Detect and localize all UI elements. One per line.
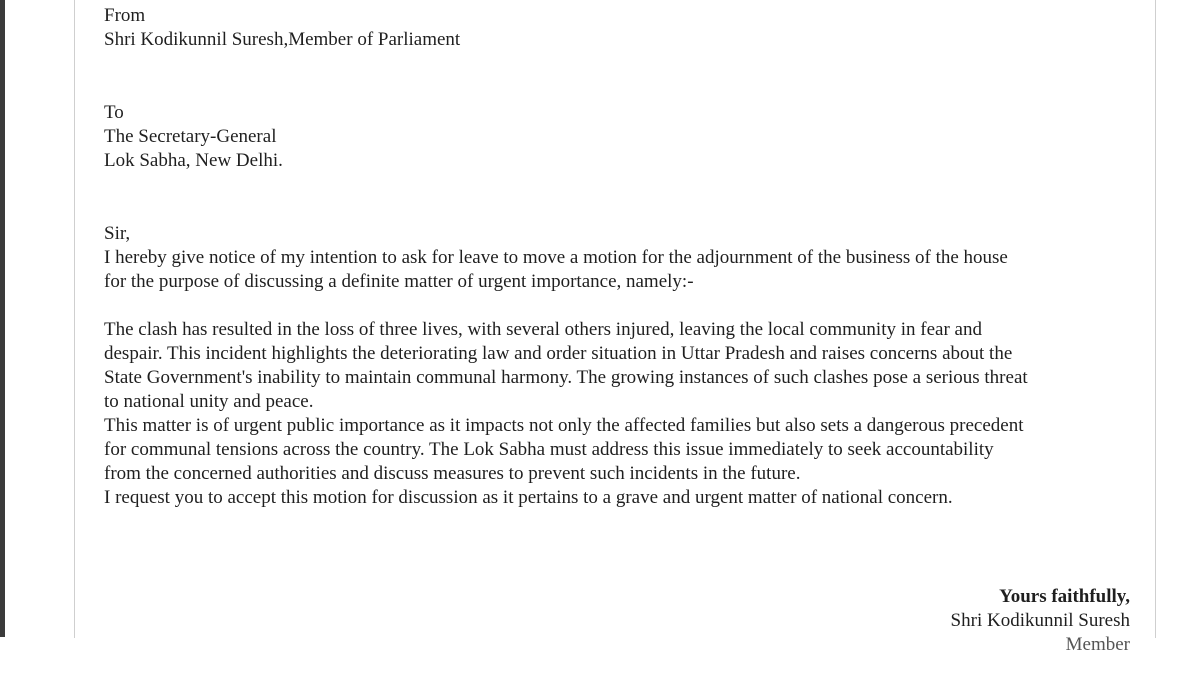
body-paragraph-2-line-3: from the concerned authorities and discuss measures to prevent such incidents in the future.	[104, 463, 801, 484]
closing-phrase: Yours faithfully,	[999, 586, 1130, 607]
spacer	[104, 52, 1128, 101]
spacer	[104, 173, 1128, 222]
body-paragraph-1-line-1: The clash has resulted in the loss of three lives, with several others injured, leaving the local community in fear and	[104, 319, 982, 340]
body-paragraph-1-line-2: despair. This incident highlights the deteriorating law and order situation in Uttar Pradesh and raises concerns about the	[104, 343, 1013, 364]
from-label: From	[104, 5, 146, 26]
salutation: Sir,	[104, 223, 131, 244]
to-label: To	[104, 102, 124, 123]
signature-block	[950, 585, 1130, 655]
from-name: Shri Kodikunnil Suresh,Member of Parliament	[104, 29, 461, 50]
body-paragraph-2-line-2: for communal tensions across the country. The Lok Sabha must address this issue immediately to seek accountability	[104, 439, 994, 460]
to-line-2: Lok Sabha, New Delhi.	[104, 150, 283, 171]
signatory-name: Shri Kodikunnil Suresh	[950, 610, 1130, 631]
request-line: I request you to accept this motion for discussion as it pertains to a grave and urgent matter of national concern.	[104, 487, 953, 508]
viewer-left-edge	[0, 0, 5, 637]
intro-line-2: for the purpose of discussing a definite matter of urgent importance, namely:-	[104, 271, 694, 292]
intro-line-1: I hereby give notice of my intention to ask for leave to move a motion for the adjournment of the business of the house	[104, 247, 1008, 268]
body-paragraph-2-line-1: This matter is of urgent public importance as it impacts not only the affected families but also sets a dangerous precedent	[104, 415, 1024, 436]
body-paragraph-1-line-4: to national unity and peace.	[104, 391, 314, 412]
signatory-title-partial: Member	[1065, 634, 1130, 655]
spacer	[104, 294, 1128, 318]
letter-page	[74, 0, 1156, 655]
letter-body	[104, 4, 1128, 510]
body-paragraph-1-line-3: State Government's inability to maintain communal harmony. The growing instances of such clashes pose a serious threat	[104, 367, 1028, 388]
to-line-1: The Secretary-General	[104, 126, 277, 147]
